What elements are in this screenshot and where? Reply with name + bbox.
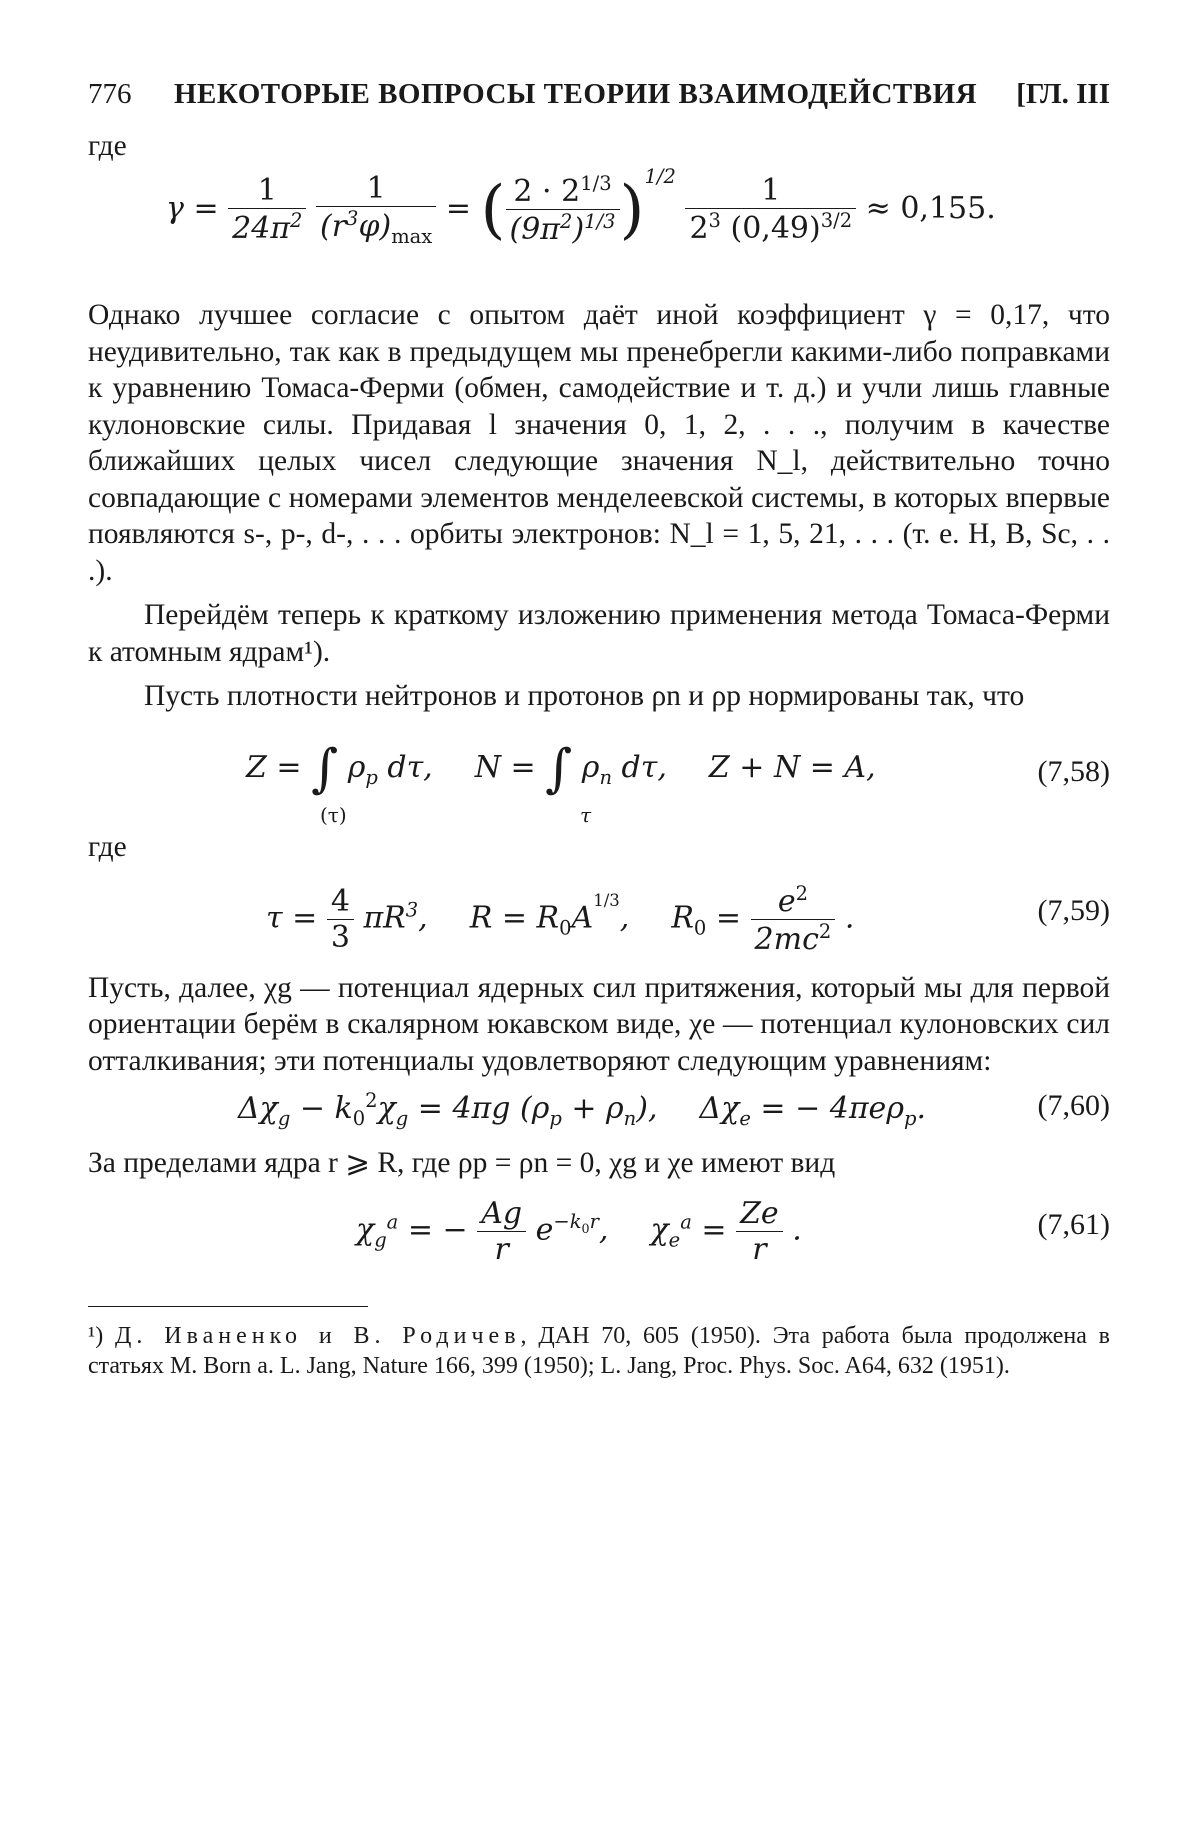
chapter-label: [ГЛ. III <box>1016 78 1110 110</box>
footnote-reference: , ДАН 70, 605 (1950). Эта работа была продолжена в статьях M. Born a. L. Jang, Nature 166, 399 (1950); L. Jang, Proc. Phys. Soc. A64, 632 (1951). <box>88 1322 1111 1379</box>
running-title: НЕКОТОРЫЕ ВОПРОСЫ ТЕОРИИ ВЗАИМОДЕЙСТВИЯ <box>174 78 978 110</box>
gamma-equation: γ = $\frac{1}{24\pi^2}$ $\frac{1}{(r^3\varphi)_{max}}$ = ( $\frac{2 \cdot 2^{1/3}}{(9\pi^2)^{1/3}}$ )$^{1/2}$ $\frac{1}{2^3 (0,49)^{3/2}}$ ≈ 0,155. <box>166 164 996 248</box>
footnote-authors: Д. Иваненко и В. Родичев <box>115 1322 521 1349</box>
paragraph-3: Пусть плотности нейтронов и протонов ρn и ρp нормированы так, что <box>144 680 1025 712</box>
where-label-2: где <box>88 830 127 863</box>
equation-number-7-61: (7,61) <box>1037 1207 1110 1241</box>
footnote-marker: ¹) <box>88 1322 104 1349</box>
page <box>88 78 1110 1778</box>
paragraph-1: Однако лучшее согласие с опытом даёт иной коэффициент γ = 0,17, что неудивительно, так как в предыдущем мы пренебрегли какими-либо поправками к уравнению Томаса-Ферми (обмен, самодействие и т. д.) и учли лишь главные кулоновские силы. Придавая l значения 0, 1, 2, . . ., получим в качестве ближайших целых чисел следующие значения N_l, действительно точно совпадающие с номерами элементов менделеевской системы, в которых впервые появляются s-, p-, d-, . . . орбиты электронов: N_l = 1, 5, 21, . . . (т. е. H, B, Sc, . . .). <box>88 299 1110 587</box>
equation-7-59: τ = $\frac{4}{3}$ $\pi R^3$, $R = R_0A^{1/3}$, $R_0$ = $\frac{e^2}{2mc^2}$ . (7,59) <box>266 881 1110 957</box>
where-label-1: где <box>88 130 127 162</box>
equation-number-7-58: (7,58) <box>1037 754 1110 788</box>
footnote-rule <box>88 1306 368 1307</box>
paragraph-4: Пусть, далее, χg — потенциал ядерных сил притяжения, который мы для первой ориентации берём в скалярном юкавском виде, χe — потенциал кулоновских сил отталкивания; эти потенциалы удовлетворяют следующим уравнениям: <box>88 971 1110 1077</box>
equation-7-61: $\chi_g^a$ = − $\frac{Ag}{r}$ $e^{-k_0r}$, $\chi_e^a$ = $\frac{Ze}{r}$ . (7,61) <box>356 1195 1110 1267</box>
equation-number-7-60: (7,60) <box>1037 1089 1110 1122</box>
footnote <box>88 1321 1110 1381</box>
gamma-value: ≈ 0,155. <box>865 190 996 226</box>
equation-7-60: $\Delta\chi_g - k_0^2\chi_g = 4\pi g$ $(\rho_p + \rho_n)$, $\Delta\chi_e$ = − 4πeρ$_p$. (7,60) <box>238 1089 1110 1130</box>
equation-7-58: Z = ∫ $\rho_p$ dτ, N = ∫ $\rho_n$ dτ, Z + N = A, (τ) τ (7,58) <box>246 738 1110 827</box>
paragraph-2: Перейдём теперь к краткому изложению применения метода Томаса-Ферми к атомным ядрам¹). <box>88 599 1110 668</box>
equation-number-7-59: (7,59) <box>1037 893 1110 927</box>
paragraph-5: За пределами ядра r ⩾ R, где ρp = ρn = 0, χg и χe имеют вид <box>88 1147 836 1179</box>
page-number: 776 <box>88 78 132 110</box>
running-header <box>88 78 1110 118</box>
